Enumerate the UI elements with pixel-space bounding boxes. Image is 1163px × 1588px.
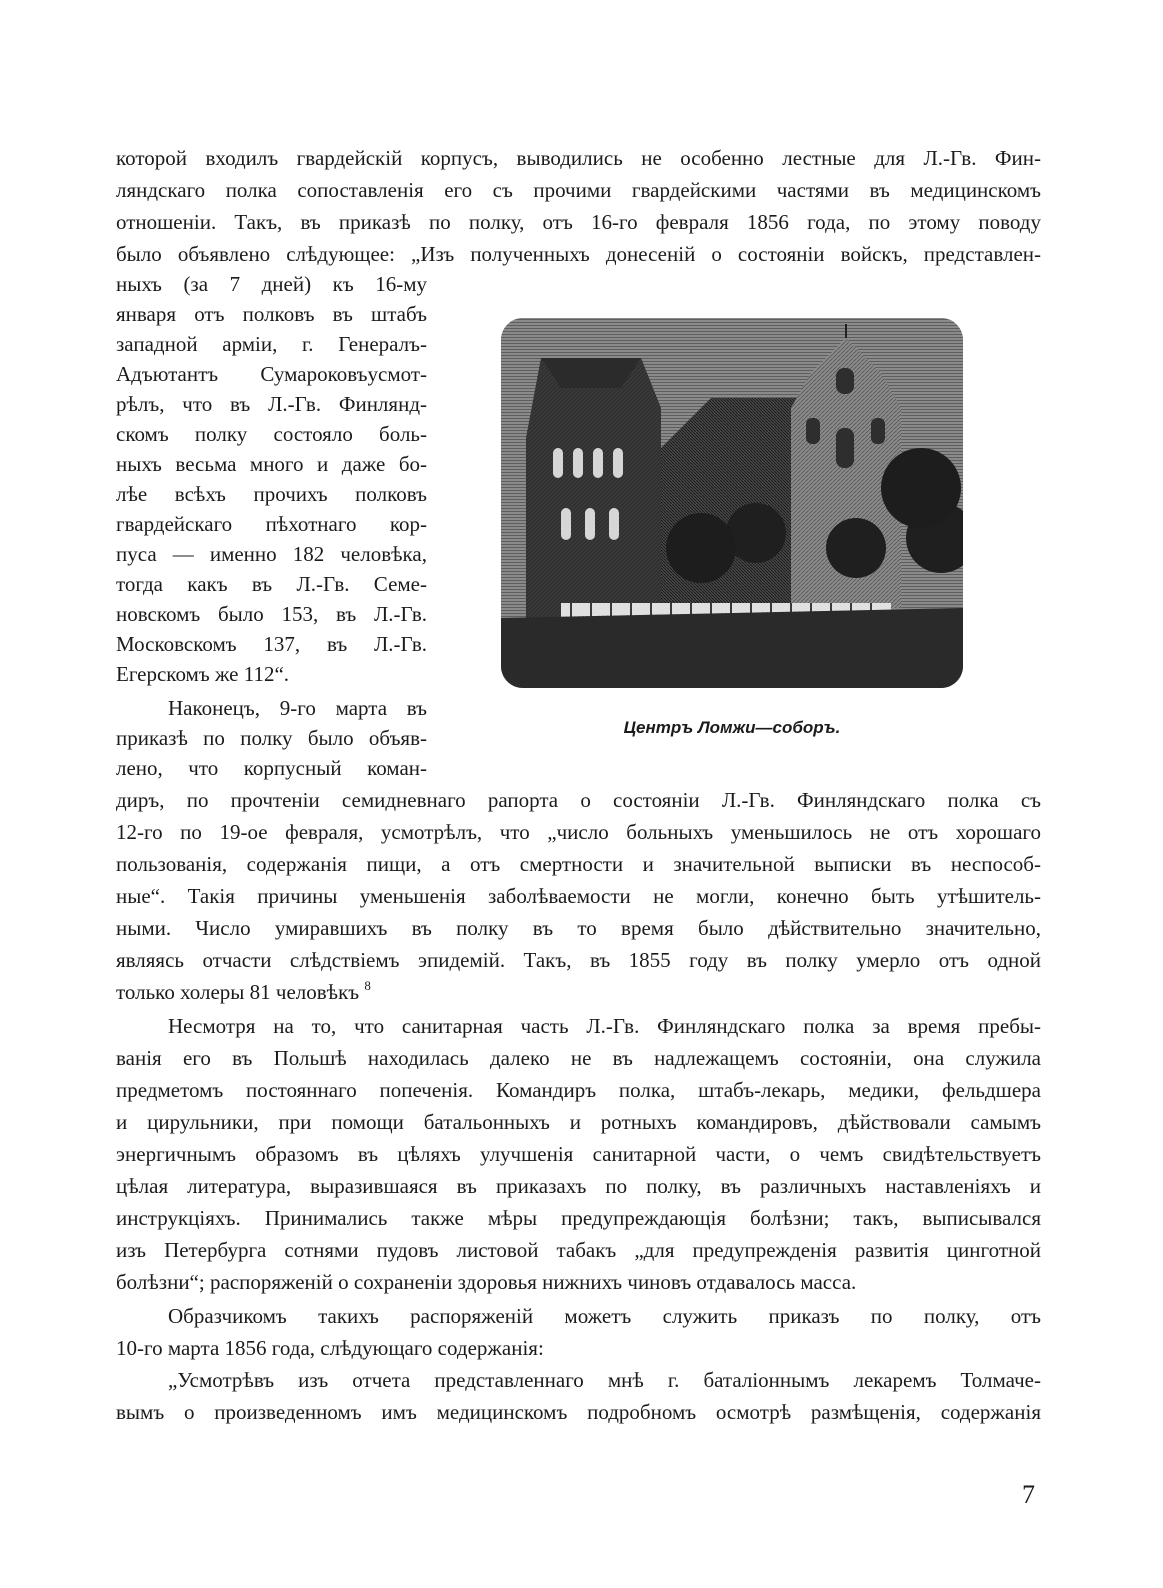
- text-line: новскомъ было 153, въ Л.-Гв.: [116, 602, 427, 626]
- text-line: Образчикомъ такихъ распоряженій можетъ служить приказъ по полку, отъ: [168, 1304, 1041, 1328]
- text-line: ванія его въ Польшѣ находилась далеко не въ надлежащемъ состояніи, она служила: [116, 1046, 1041, 1070]
- text-line: являясь отчасти слѣдствіемъ эпидемій. Такъ, въ 1855 году въ полку умерло отъ одной: [116, 948, 1041, 972]
- text-line: ляндскаго полка сопоставленія его съ прочими гвардейскими частями въ медицинскомъ: [116, 178, 1041, 202]
- text-line: ные“. Такія причины уменьшенія заболѣваемости не могли, конечно быть утѣшитель-: [116, 884, 1041, 908]
- text-line: января отъ полковъ въ штабъ: [116, 302, 427, 326]
- text-line: изъ Петербурга сотнями пудовъ листовой табакъ „для предупрежденія развитія цинготной: [116, 1238, 1041, 1262]
- text-line: ными. Число умиравшихъ въ полку въ то время было дѣйствительно значительно,: [116, 916, 1041, 940]
- footnote-marker: 8: [364, 978, 371, 993]
- cathedral-engraving: [501, 318, 963, 688]
- text-line: лѣе всѣхъ прочихъ полковъ: [116, 482, 427, 506]
- text-line: ныхъ (за 7 дней) къ 16-му: [116, 272, 427, 296]
- text-line: Адъютантъ Сумароковъусмот-: [116, 362, 427, 386]
- text-line: которой входилъ гвардейскій корпусъ, выводились не особенно лестные для Л.-Гв. Фин-: [116, 146, 1041, 170]
- text-line: и цирульники, при помощи батальонныхъ и ротныхъ командировъ, дѣйствовали самымъ: [116, 1110, 1041, 1134]
- text-line: отношеніи. Такъ, въ приказѣ по полку, отъ 16-го февраля 1856 года, по этому поводу: [116, 210, 1041, 234]
- text-line: тогда какъ въ Л.-Гв. Семе-: [116, 572, 427, 596]
- text-line: 10-го марта 1856 года, слѣдующаго содержанія:: [116, 1336, 544, 1360]
- text-line: лено, что корпусный коман-: [116, 756, 427, 780]
- text-line: приказѣ по полку было объяв-: [116, 726, 427, 750]
- text-line: гвардейскаго пѣхотнаго кор-: [116, 512, 427, 536]
- text-line: Несмотря на то, что санитарная часть Л.-Гв. Финляндскаго полка за время пребы-: [168, 1014, 1041, 1038]
- text-line-with-footnote: [116, 976, 1041, 1008]
- text-line: ныхъ весьма много и даже бо-: [116, 452, 427, 476]
- page-number: 7: [1022, 1480, 1035, 1509]
- cathedral-illustration: [501, 318, 963, 688]
- text-line: было объявлено слѣдующее: „Изъ полученныхъ донесеній о состояніи войскъ, представлен-: [116, 242, 1041, 266]
- text-line: Московскомъ 137, въ Л.-Гв.: [116, 632, 427, 656]
- text-line: Наконецъ, 9-го марта въ: [168, 696, 427, 720]
- text-line: 12-го по 19-ое февраля, усмотрѣлъ, что „число больныхъ уменьшилось не отъ хорошаго: [116, 820, 1041, 844]
- text-line: болѣзни“; распоряженій о сохраненіи здоровья нижнихъ чиновъ отдавалось масса.: [116, 1270, 857, 1294]
- figure-caption: Центръ Ломжи—соборъ.: [623, 718, 841, 737]
- text-line: скомъ полку состояло боль-: [116, 422, 427, 446]
- text-line: предметомъ постояннаго попеченія. Командиръ полка, штабъ-лекарь, медики, фельдшера: [116, 1078, 1041, 1102]
- text-line: „Усмотрѣвъ изъ отчета представленнаго мнѣ г. баталіоннымъ лекаремъ Толмаче-: [168, 1368, 1041, 1392]
- text-line: вымъ о произведенномъ имъ медицинскомъ подробномъ осмотрѣ размѣщенія, содержанія: [116, 1400, 1041, 1424]
- text-line: пуса — именно 182 человѣка,: [116, 542, 427, 566]
- text-line: пользованія, содержанія пищи, а отъ смертности и значительной выписки въ неспособ-: [116, 852, 1041, 876]
- text-line: инструкціяхъ. Принимались также мѣры предупреждающія болѣзни; такъ, выписывался: [116, 1206, 1041, 1230]
- text-line: западной арміи, г. Генералъ-: [116, 332, 427, 356]
- text-line: рѣлъ, что въ Л.-Гв. Финлянд-: [116, 392, 427, 416]
- text-line: диръ, по прочтеніи семидневнаго рапорта о состояніи Л.-Гв. Финляндскаго полка съ: [116, 788, 1041, 812]
- text-line: Егерскомъ же 112“.: [116, 662, 290, 686]
- text-line: цѣлая литература, выразившаяся въ приказахъ по полку, въ различныхъ наставленіяхъ и: [116, 1174, 1041, 1198]
- text-span: только холеры 81 человѣкъ: [116, 980, 360, 1004]
- text-line: энергичнымъ образомъ въ цѣляхъ улучшенія санитарной части, о чемъ свидѣтельствуетъ: [116, 1142, 1041, 1166]
